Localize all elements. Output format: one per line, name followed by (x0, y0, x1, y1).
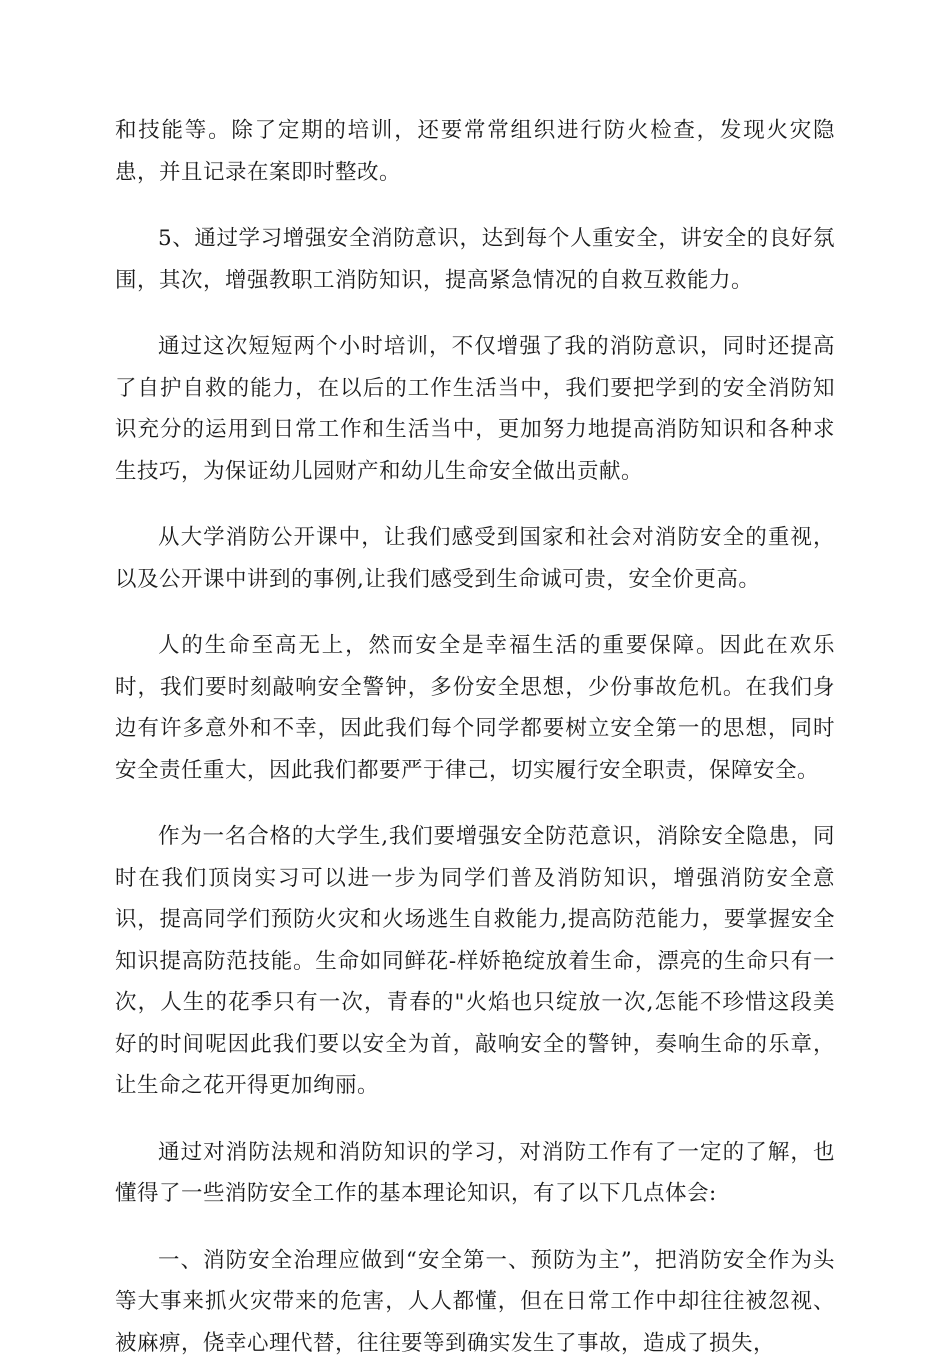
paragraph-8: 一、消防安全治理应做到“安全第一、预防为主”，把消防安全作为头等大事来抓火灾带来的危害，人人都懂，但在日常工作中却往往被忽视、被麻痹，侥幸心理代替，往往要等到确实发生了事故，造成了损失， (115, 1240, 835, 1364)
paragraph-6: 作为一名合格的大学生,我们要增强安全防范意识，消除安全隐患，同时在我们顶岗实习可以进一步为同学们普及消防知识，增强消防安全意识，提高同学们预防火灾和火场逃生自救能力,提高防范能力，要掌握安全知识提高防范技能。生命如同鲜花-样娇艳绽放着生命，漂亮的生命只有一次，人生的花季只有一次，青春的"火焰也只绽放一次,怎能不珍惜这段美好的时间呢因此我们要以安全为首，敲响安全的警钟，奏响生命的乐章，让生命之花开得更加绚丽。 (115, 816, 835, 1107)
document-body (115, 110, 835, 1364)
paragraph-1: 和技能等。除了定期的培训，还要常常组织进行防火检查，发现火灾隐患，并且记录在案即时整改。 (115, 110, 835, 193)
paragraph-3: 通过这次短短两个小时培训，不仅增强了我的消防意识，同时还提高了自护自救的能力，在以后的工作生活当中，我们要把学到的安全消防知识充分的运用到日常工作和生活当中，更加努力地提高消防知识和各种求生技巧，为保证幼儿园财产和幼儿生命安全做出贡献。 (115, 326, 835, 492)
paragraph-4: 从大学消防公开课中，让我们感受到国家和社会对消防安全的重视，以及公开课中讲到的事例,让我们感受到生命诚可贵，安全价更高。 (115, 517, 835, 600)
paragraph-7: 通过对消防法规和消防知识的学习，对消防工作有了一定的了解，也懂得了一些消防安全工作的基本理论知识，有了以下几点体会: (115, 1132, 835, 1215)
paragraph-2: 5、通过学习增强安全消防意识，达到每个人重安全，讲安全的良好氛围，其次，增强教职工消防知识，提高紧急情况的自救互救能力。 (115, 218, 835, 301)
paragraph-5: 人的生命至高无上，然而安全是幸福生活的重要保障。因此在欢乐时，我们要时刻敲响安全警钟，多份安全思想，少份事故危机。在我们身边有许多意外和不幸，因此我们每个同学都要树立安全第一的思想，同时安全责任重大，因此我们都要严于律己，切实履行安全职责，保障安全。 (115, 625, 835, 791)
